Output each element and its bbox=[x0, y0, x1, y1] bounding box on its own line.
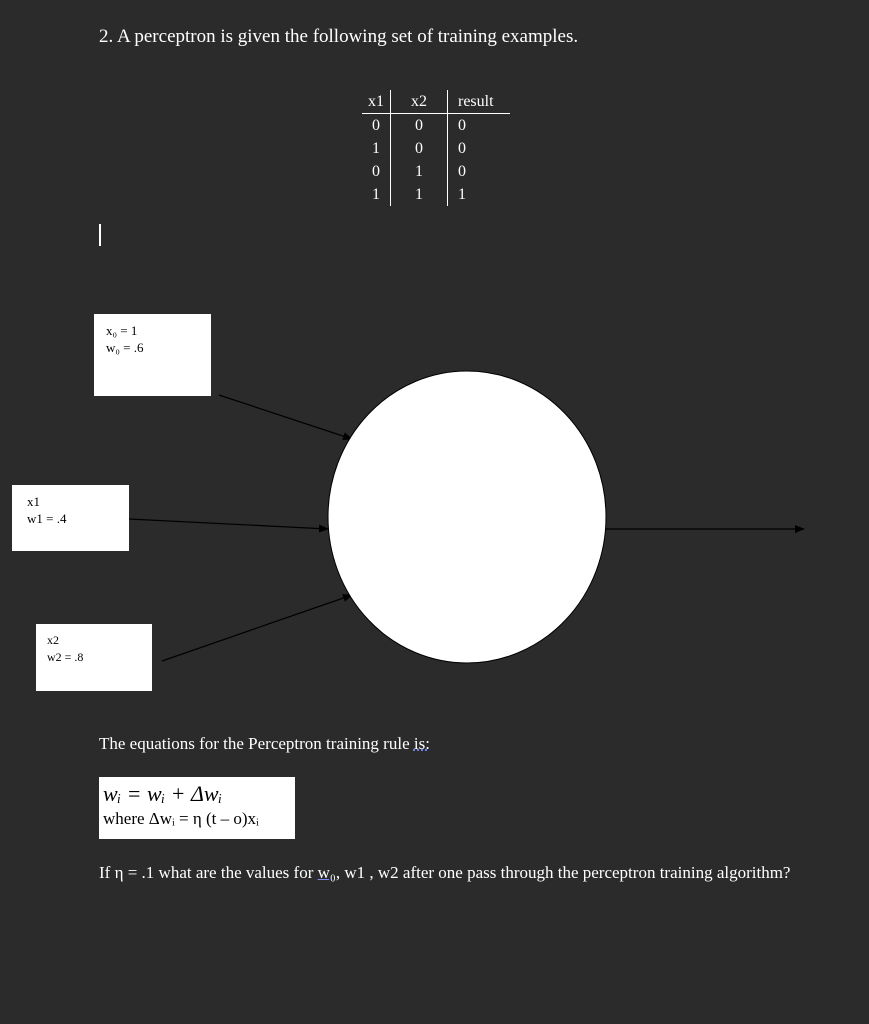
x1-input-arrow bbox=[129, 519, 328, 529]
x1-label: x1 bbox=[27, 494, 40, 509]
table-cell: 1 bbox=[391, 183, 448, 206]
table-cell: 0 bbox=[372, 117, 380, 134]
x2-label: x2 bbox=[47, 633, 59, 647]
question-title: 2. A perceptron is given the following set of training examples. bbox=[99, 26, 579, 47]
equations-heading bbox=[99, 734, 430, 754]
question-prefix: If η = .1 what are the values for bbox=[99, 863, 318, 882]
w1-label: w1 = .4 bbox=[27, 511, 67, 526]
delta-rule: where Δwᵢ = η (t – o)xᵢ bbox=[103, 809, 259, 828]
weight-update-rule: wᵢ = wᵢ + Δwᵢ bbox=[103, 781, 223, 806]
header-x2: x2 bbox=[391, 90, 448, 114]
x2-weight-box bbox=[36, 624, 152, 691]
header-x1: x1 bbox=[362, 90, 391, 114]
header-result: result bbox=[448, 90, 511, 114]
table-cell: 0 bbox=[391, 137, 448, 160]
x0-weight-box bbox=[94, 314, 211, 396]
table-cell: 1 bbox=[372, 140, 380, 157]
table-cell: 0 bbox=[372, 163, 380, 180]
x1-weight-box bbox=[12, 485, 129, 551]
x2-input-arrow bbox=[162, 595, 352, 661]
equations-heading-is: is: bbox=[413, 734, 430, 753]
question-w0: w₀, bbox=[317, 863, 341, 882]
question-text bbox=[99, 862, 819, 884]
table-cell: 1 bbox=[372, 186, 380, 203]
table-cell: 1 bbox=[458, 186, 466, 203]
x0-label: x₀ = 1 bbox=[106, 323, 138, 338]
table-cell: 0 bbox=[391, 114, 448, 138]
perceptron-node bbox=[328, 371, 606, 663]
table-cell: 0 bbox=[458, 163, 466, 180]
formula-box bbox=[99, 777, 295, 839]
w0-label: w₀ = .6 bbox=[106, 340, 144, 355]
question-suffix: w1 , w2 after one pass through the perceptron training algorithm? bbox=[340, 863, 791, 882]
table-cell: 1 bbox=[391, 160, 448, 183]
x0-input-arrow bbox=[219, 395, 352, 439]
table-cell: 0 bbox=[458, 117, 466, 134]
w2-label: w2 = .8 bbox=[47, 650, 84, 664]
table-cell: 0 bbox=[458, 140, 466, 157]
equations-heading-text: The equations for the Perceptron training rule bbox=[99, 734, 414, 753]
